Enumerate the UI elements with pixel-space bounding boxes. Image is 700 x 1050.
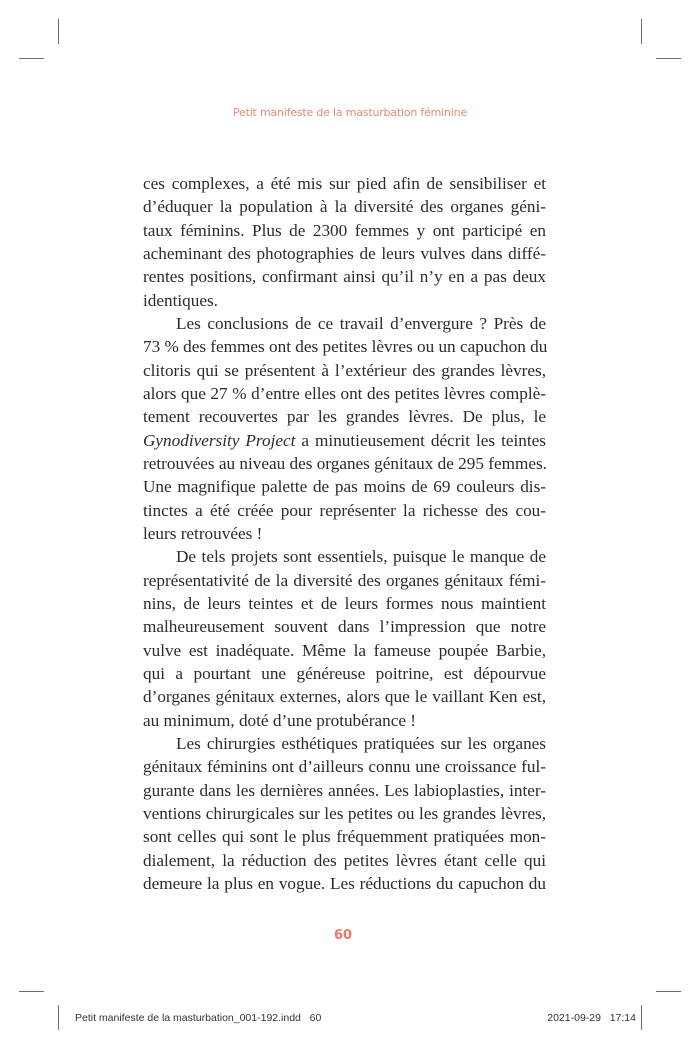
crop-mark-bottom-left-vertical <box>58 1005 59 1030</box>
text-line: identiques. <box>143 290 218 310</box>
text-line: leurs retrouvées ! <box>143 523 263 543</box>
text-line: représentativité de la diversité des organes génitaux fémi- <box>143 570 546 590</box>
text-line: alors que 27 % d’entre elles ont des petites lèvres complè- <box>143 383 546 403</box>
crop-mark-bottom-right-vertical <box>641 1005 642 1030</box>
text-line: demeure la plus en vogue. Les réductions du capuchon du <box>143 873 546 893</box>
text-line: Les conclusions de ce travail d’envergure ? Près de <box>176 313 546 333</box>
text-line: sont celles qui sont le plus fréquemment pratiquées mon- <box>143 827 546 847</box>
text-line: Une magnifique palette de pas moins de 69 couleurs dis- <box>143 477 546 497</box>
page-number: 60 <box>333 928 353 943</box>
text-line: tement recouvertes par les grandes lèvres. De plus, le <box>143 407 546 427</box>
text-line: retrouvées au niveau des organes génitaux de 295 femmes. <box>143 453 547 473</box>
paragraph <box>143 545 546 732</box>
text-line: vulve est inadéquate. Même la fameuse poupée Barbie, <box>143 640 546 660</box>
text-line: qui a pourtant une généreuse poitrine, est dépourvue <box>143 663 546 683</box>
slug-file-info: Petit manifeste de la masturbation_001-192.indd 60 <box>75 1012 322 1024</box>
text-line: génitaux féminins ont d’ailleurs connu une croissance ful- <box>143 757 546 777</box>
text-line: taux féminins. Plus de 2300 femmes y ont participé en <box>143 220 546 240</box>
text-line: malheureusement souvent dans l’impression que notre <box>143 617 546 637</box>
crop-mark-top-right-horizontal <box>656 58 681 59</box>
running-head: Petit manifeste de la masturbation féminine <box>232 106 468 119</box>
text-line: nins, de leurs teintes et de leurs formes nous maintient <box>143 593 546 613</box>
paragraph <box>143 732 546 895</box>
text-line: clitoris qui se présentent à l’extérieur des grandes lèvres, <box>143 360 546 380</box>
text-line: gurante dans les dernières années. Les labioplasties, inter- <box>143 780 546 800</box>
crop-mark-top-left-horizontal <box>19 58 44 59</box>
crop-mark-top-right-vertical <box>641 19 642 44</box>
italic-title: Gynodiversity Project <box>143 430 296 450</box>
text-line: acheminant des photographies de leurs vulves dans diffé- <box>143 243 546 263</box>
crop-mark-top-left-vertical <box>58 19 59 44</box>
text-line: d’organes génitaux externes, alors que le vaillant Ken est, <box>143 687 546 707</box>
text-line: ventions chirurgicales sur les petites ou les grandes lèvres, <box>143 803 546 823</box>
crop-mark-bottom-right-horizontal <box>656 991 681 992</box>
text-line <box>143 429 546 452</box>
text-line: rentes positions, confirmant ainsi qu’il n’y en a pas deux <box>143 267 546 287</box>
text-line: Les chirurgies esthétiques pratiquées sur les organes <box>176 733 546 753</box>
text-line: d’éduquer la population à la diversité des organes géni- <box>143 197 546 217</box>
text-line: De tels projets sont essentiels, puisque le manque de <box>176 547 546 567</box>
body-text <box>143 172 546 895</box>
text-span: a minutieusement décrit les teintes <box>295 430 546 450</box>
text-line: ces complexes, a été mis sur pied afin de sensibiliser et <box>143 174 546 193</box>
paragraph <box>143 312 546 545</box>
text-line: 73 % des femmes ont des petites lèvres ou un capuchon du <box>143 337 548 357</box>
text-line: au minimum, doté d’une protubérance ! <box>143 710 417 730</box>
crop-mark-bottom-left-horizontal <box>19 991 44 992</box>
text-line: tinctes a été créée pour représenter la richesse des cou- <box>143 500 546 520</box>
text-line: dialement, la réduction des petites lèvres étant celle qui <box>143 850 546 870</box>
slug-date-time: 2021-09-29 17:14 <box>547 1012 636 1024</box>
paragraph <box>143 172 546 312</box>
